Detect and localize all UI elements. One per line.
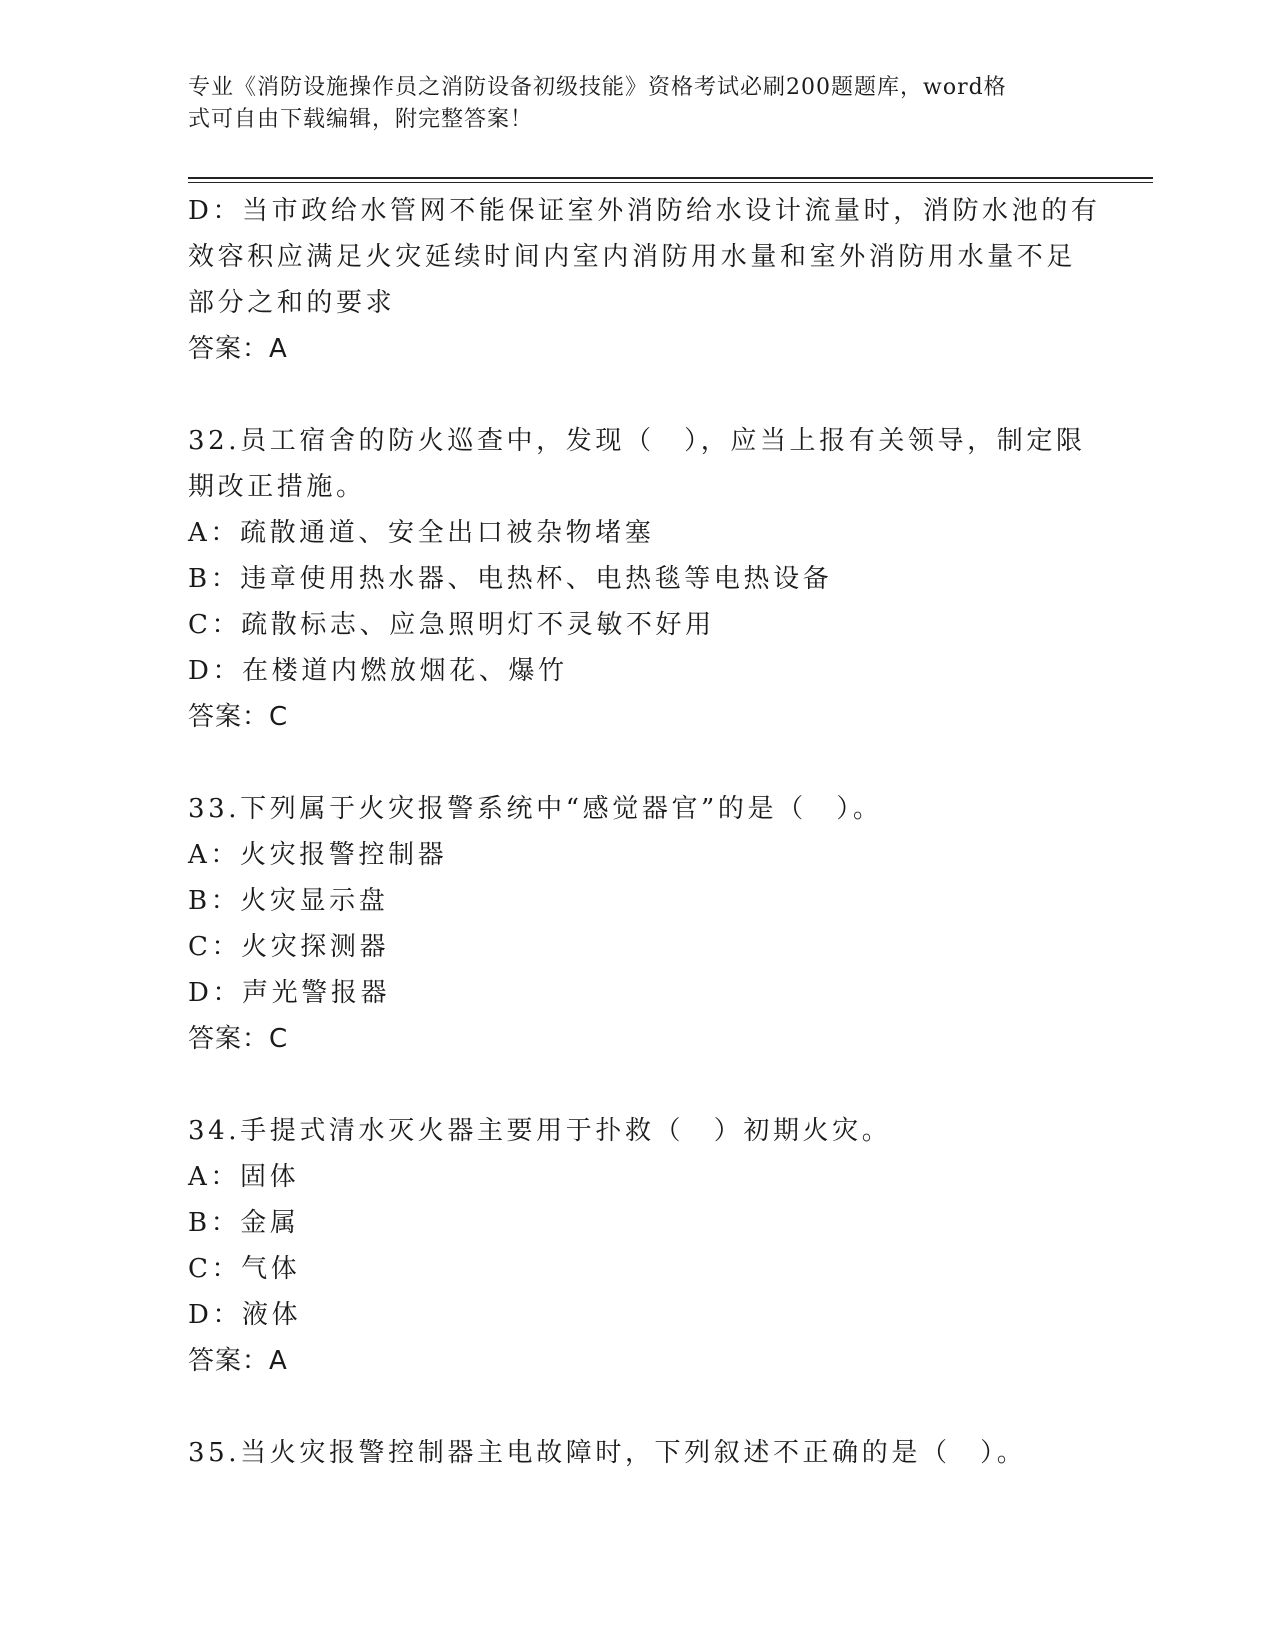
question-32 [188, 418, 1088, 740]
option-b: B：违章使用热水器、电热杯、电热毯等电热设备 [188, 564, 833, 594]
spacer [188, 1384, 1088, 1430]
question-34 [188, 1108, 1088, 1384]
question-stem-line: 34.手提式清水灭火器主要用于扑救（ ）初期火灾。 [188, 1116, 892, 1146]
option-b: B：金属 [188, 1208, 300, 1238]
header-line-2: 式可自由下载编辑，附完整答案！ [188, 107, 534, 132]
option-d: D：液体 [188, 1300, 302, 1330]
option-d-line-3: 部分之和的要求 [188, 288, 396, 318]
spacer [188, 1062, 1088, 1108]
header-line-1: 专业《消防设施操作员之消防设备初级技能》资格考试必刷200题题库，word格 [188, 75, 1007, 100]
question-stem-line: 32.员工宿舍的防火巡查中，发现（ ），应当上报有关领导，制定限 [188, 426, 1086, 456]
option-c: C：气体 [188, 1254, 301, 1284]
option-a: A：固体 [188, 1162, 300, 1192]
question-stem-line: 33.下列属于火灾报警系统中“感觉器官”的是（ ）。 [188, 794, 883, 824]
spacer [188, 372, 1088, 418]
question-stem-line: 35.当火灾报警控制器主电故障时，下列叙述不正确的是（ ）。 [188, 1438, 1027, 1468]
question-content [188, 188, 1101, 1476]
question-33 [188, 786, 1088, 1062]
header-divider-thick [188, 177, 1153, 179]
spacer [188, 740, 1088, 786]
answer-33: 答案：C [188, 1024, 289, 1054]
document-header [188, 72, 1068, 136]
option-d-line-2: 效容积应满足火灾延续时间内室内消防用水量和室外消防用水量不足 [188, 242, 1077, 272]
answer-34: 答案：A [188, 1346, 288, 1376]
option-a: A：疏散通道、安全出口被杂物堵塞 [188, 518, 655, 548]
option-d: D：声光警报器 [188, 978, 391, 1008]
question-35 [188, 1430, 1088, 1476]
header-divider-thin [188, 182, 1153, 183]
question-31-continuation [188, 188, 1101, 372]
option-b: B：火灾显示盘 [188, 886, 389, 916]
answer-32: 答案：C [188, 702, 289, 732]
option-d: D：在楼道内燃放烟花、爆竹 [188, 656, 568, 686]
option-a: A：火灾报警控制器 [188, 840, 448, 870]
answer-31: 答案：A [188, 334, 288, 364]
option-c: C：火灾探测器 [188, 932, 390, 962]
option-d-line-1: D：当市政给水管网不能保证室外消防给水设计流量时，消防水池的有 [188, 196, 1101, 226]
question-stem-line: 期改正措施。 [188, 472, 366, 502]
option-c: C：疏散标志、应急照明灯不灵敏不好用 [188, 610, 715, 640]
